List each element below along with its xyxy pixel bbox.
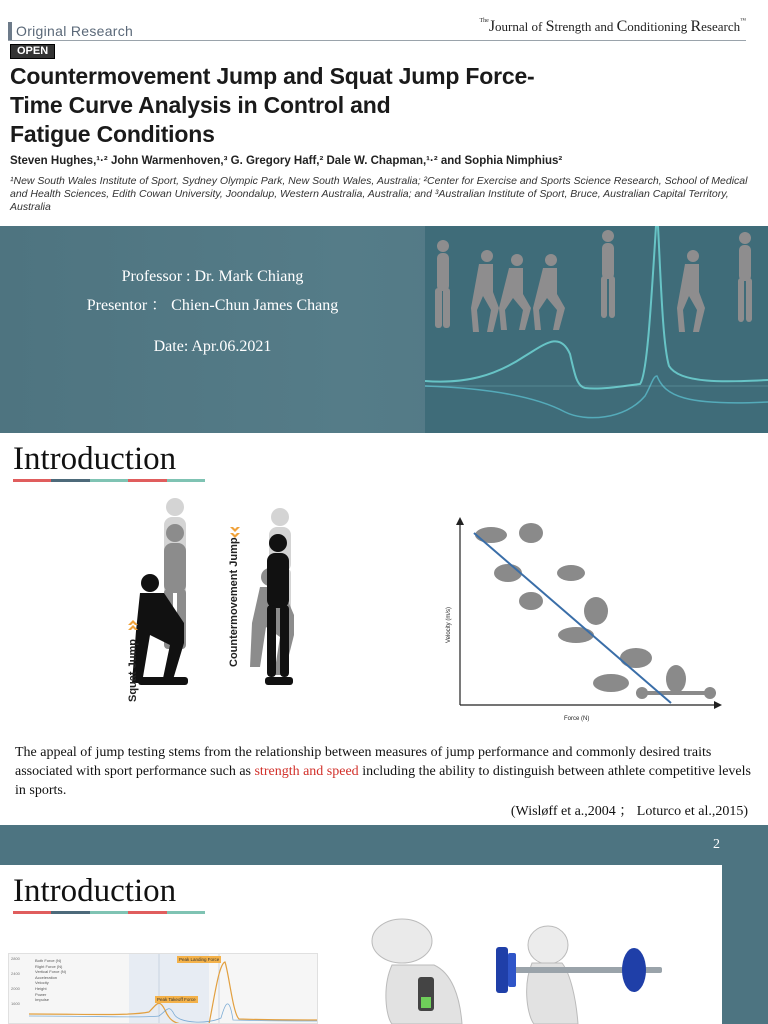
force-time-chart-thumbnail <box>8 953 318 1024</box>
slide-heading: Introduction <box>13 441 177 477</box>
body-paragraph: The appeal of jump testing stems from the relationship between measures of jump performance and commonly desired traits associated with sport performance such as strength and speed including the ability to distinguish between athlete competitive levels in sports. <box>15 745 751 798</box>
legend-item: Height <box>35 985 47 991</box>
graph-x-label: Force (N) <box>564 716 590 722</box>
open-access-badge: OPEN <box>10 44 55 59</box>
legend-item: Acceleration <box>35 974 58 980</box>
page-number: 2 <box>713 837 720 852</box>
squat-jump-label: Squat Jump <box>127 639 139 702</box>
section-label: Original Research <box>16 23 134 39</box>
tired-figure <box>372 919 462 1024</box>
y-tick-2000: 2000 <box>11 986 20 991</box>
side-accent-bar <box>722 865 768 1024</box>
y-tick-2400: 2400 <box>11 971 20 976</box>
paper-header <box>0 0 768 226</box>
figure-head <box>372 919 432 963</box>
squat-jump-figures <box>132 498 188 685</box>
journal-name: $^{The}$Journal of Strength and Conditioning Research™ <box>479 18 746 35</box>
citation: (Wisløff et a.,2004 ； Loturco et al.,2015) <box>510 804 748 819</box>
date-line: Date: Apr.06.2021 <box>153 338 272 355</box>
legend-item: Power <box>35 991 47 997</box>
heading-rule <box>13 911 205 914</box>
jump-sequence-illustration <box>425 226 768 433</box>
countermovement-jump-figures <box>250 508 294 685</box>
boxer-silhouette <box>475 523 543 543</box>
affiliations: ¹New South Wales Institute of Sport, Sydney Olympic Park, New South Wales, Australia; ²Center for Exercise and Sports Science Research, School of Medical and Health Sciences, Edith Cowan University, Joondalup, Western Australia, Australia; and ³Australian Institute of Sport, Bruce, Australian Capital Territory, Australia <box>10 175 748 213</box>
slide-introduction-1 <box>0 433 768 825</box>
paper-title: Countermovement Jump and Squat Jump Force- Time Curve Analysis in Control and Fatigue Conditions <box>10 63 535 147</box>
barbell-plate-left <box>496 947 508 993</box>
y-tick-1600: 1600 <box>11 1001 20 1006</box>
author-list: Steven Hughes,¹·² John Warmenhoven,³ G. Gregory Haff,² Dale W. Chapman,¹·² and Sophia Nimphius² <box>10 155 563 167</box>
heading-rule <box>13 479 205 482</box>
presenter-band <box>0 226 768 433</box>
thrower-silhouette <box>519 592 608 625</box>
y-tick-2800: 2800 <box>11 956 20 961</box>
graph-y-label: Velocity (m/s) <box>446 606 452 643</box>
legend-item: Impulse <box>35 997 50 1003</box>
force-velocity-graph <box>436 513 726 728</box>
slide-introduction-2 <box>0 865 768 1024</box>
battery-level <box>421 997 431 1008</box>
legend-item: Velocity <box>35 980 49 986</box>
squat-vs-cmj-illustration <box>120 497 310 712</box>
professor-line: Professor : Dr. Mark Chiang <box>121 268 304 285</box>
legend-item: Vertical Force (N) <box>35 969 67 975</box>
force-velocity-trend-line <box>474 533 671 703</box>
barbell-figure <box>496 926 662 1024</box>
peak-landing-tag: Peak Landing Force <box>179 957 220 962</box>
slide-footer-band <box>0 825 768 865</box>
y-axis-arrow <box>456 517 464 525</box>
highlighted-phrase: strength and speed <box>254 764 359 779</box>
section-marker <box>8 22 12 40</box>
peak-takeoff-tag: Peak Takeoff Force <box>157 997 196 1002</box>
legend-item: Both Force (N) <box>35 958 62 963</box>
slide-heading: Introduction <box>13 873 177 909</box>
figure-with-battery-and-barbell <box>362 917 662 1024</box>
chart-legend <box>35 958 66 1003</box>
wrestler-silhouette <box>558 627 652 692</box>
presentor-line: Presentor ： Chien-Chun James Chang <box>86 297 339 314</box>
barbell-plate-right <box>622 948 646 992</box>
athlete-silhouettes <box>475 523 716 699</box>
sprinter-silhouette <box>494 564 585 582</box>
cmj-label: Countermovement Jump <box>228 537 240 667</box>
x-axis-arrow <box>714 701 722 709</box>
header-divider <box>8 40 746 41</box>
legend-item: Right Force (N) <box>35 963 63 969</box>
